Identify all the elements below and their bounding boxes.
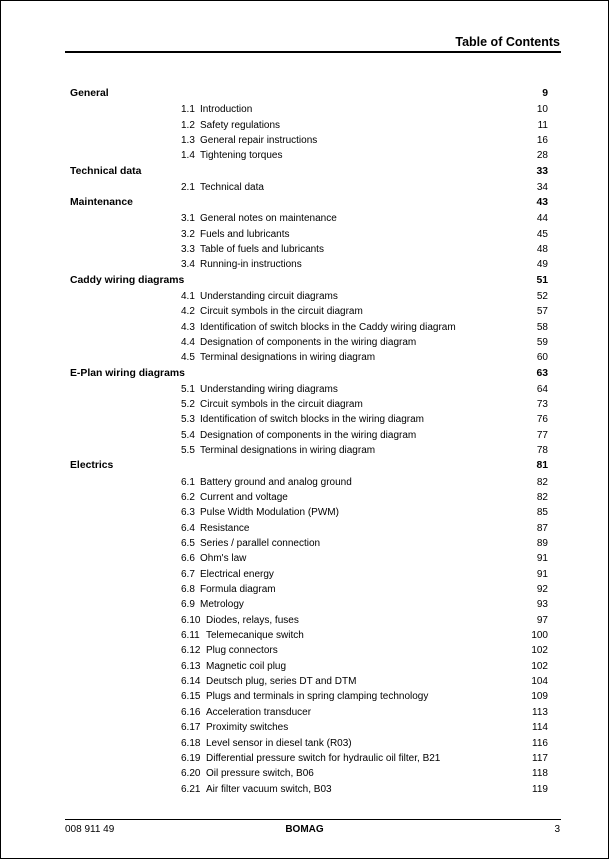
toc-section-row[interactable] — [1, 552, 610, 567]
toc-section-row[interactable] — [1, 444, 610, 459]
toc-section-page: 93 — [536, 599, 548, 611]
toc-section-number: 1.4 — [181, 150, 195, 162]
toc-section-page: 87 — [536, 522, 548, 534]
toc-section-row[interactable] — [1, 583, 610, 598]
toc-section-page: 10 — [536, 104, 548, 116]
toc-section-number: 6.1 — [181, 476, 195, 488]
toc-section-title: Terminal designations in wiring diagram — [200, 352, 376, 364]
toc-section-page: 34 — [536, 181, 548, 193]
toc-section-number: 1.3 — [181, 134, 195, 146]
toc-section-row[interactable] — [1, 383, 610, 398]
toc-section-page: 89 — [536, 538, 548, 550]
toc-chapter-row[interactable] — [1, 165, 610, 181]
toc-section-title: Level sensor in diesel tank (R03) — [206, 737, 352, 749]
toc-section-title: Current and voltage — [200, 492, 288, 503]
toc-section-number: 5.1 — [181, 383, 195, 395]
table-of-contents — [1, 87, 610, 798]
toc-section-page: 76 — [536, 414, 548, 426]
toc-section-page: 73 — [536, 399, 548, 411]
toc-section-row[interactable] — [1, 752, 610, 767]
toc-section-title: Electrical energy — [200, 568, 274, 580]
footer-brand: BOMAG — [285, 824, 324, 835]
toc-section-page: 92 — [536, 584, 548, 596]
toc-section-number: 5.5 — [181, 445, 195, 457]
toc-section-number: 1.2 — [181, 119, 195, 131]
toc-section-title: Plug connectors — [206, 645, 278, 657]
toc-section-title: Terminal designations in wiring diagram — [200, 445, 376, 457]
toc-chapter-title: General — [70, 88, 109, 99]
toc-section-page: 44 — [536, 213, 548, 225]
toc-section-page: 91 — [536, 568, 548, 580]
toc-section-number: 6.15 — [181, 691, 201, 703]
toc-section-row[interactable] — [1, 660, 610, 675]
toc-section-title: Metrology — [200, 599, 244, 611]
toc-section-number: 3.1 — [181, 213, 195, 225]
toc-section-title: Technical data — [200, 181, 264, 193]
toc-section-page: 117 — [532, 752, 548, 764]
toc-section-number: 6.18 — [181, 737, 201, 749]
toc-section-page: 109 — [531, 691, 548, 703]
toc-section-row[interactable] — [1, 351, 610, 366]
toc-section-row[interactable] — [1, 413, 610, 428]
toc-section-number: 4.5 — [181, 352, 195, 364]
toc-section-page: 82 — [536, 476, 548, 488]
toc-section-number: 6.16 — [181, 706, 201, 718]
toc-section-row[interactable] — [1, 290, 610, 305]
toc-section-title: Acceleration transducer — [206, 706, 312, 718]
toc-chapter-page: 43 — [536, 197, 548, 209]
toc-section-row[interactable] — [1, 429, 610, 444]
toc-section-page: 85 — [536, 507, 548, 519]
toc-section-row[interactable] — [1, 737, 610, 752]
toc-section-row[interactable] — [1, 181, 610, 196]
toc-section-row[interactable] — [1, 767, 610, 782]
toc-section-row[interactable] — [1, 706, 610, 721]
toc-section-number: 6.17 — [181, 722, 201, 734]
toc-section-number: 5.3 — [181, 414, 195, 426]
toc-section-title: Diodes, relays, fuses — [206, 614, 299, 626]
page-header-title: Table of Contents — [455, 35, 560, 49]
toc-section-page: 118 — [532, 768, 548, 780]
toc-section-number: 6.14 — [181, 676, 201, 688]
toc-section-row[interactable] — [1, 522, 610, 537]
toc-section-page: 119 — [532, 783, 548, 795]
toc-section-number: 4.2 — [181, 306, 195, 318]
toc-section-number: 6.19 — [181, 752, 201, 764]
toc-section-title: Circuit symbols in the circuit diagram — [200, 306, 363, 318]
toc-section-title: Designation of components in the wiring diagram — [200, 429, 417, 441]
toc-section-title: Identification of switch blocks in the Caddy wiring diagram — [200, 321, 456, 333]
toc-section-page: 114 — [532, 722, 548, 734]
toc-section-row[interactable] — [1, 629, 610, 644]
toc-chapter-title: E-Plan wiring diagrams — [70, 367, 185, 379]
toc-section-page: 48 — [536, 243, 548, 255]
toc-section-page: 116 — [532, 737, 548, 749]
toc-section-page: 77 — [536, 429, 548, 441]
toc-section-row[interactable] — [1, 258, 610, 273]
toc-section-title: Formula diagram — [200, 584, 276, 596]
toc-section-title: Introduction — [200, 104, 253, 116]
toc-section-title: Designation of components in the wiring diagram — [200, 336, 417, 348]
toc-chapter-title: Caddy wiring diagrams — [70, 274, 185, 286]
toc-section-row[interactable] — [1, 119, 610, 134]
toc-section-row[interactable] — [1, 321, 610, 336]
header-divider — [65, 51, 561, 53]
toc-chapter-title: Electrics — [70, 460, 114, 472]
toc-section-number: 6.9 — [181, 599, 195, 611]
toc-section-row[interactable] — [1, 243, 610, 258]
toc-section-row[interactable] — [1, 721, 610, 736]
toc-section-page: 100 — [531, 630, 548, 642]
toc-chapter-page: 81 — [536, 460, 548, 472]
toc-chapter-row[interactable] — [1, 274, 610, 290]
toc-section-number: 2.1 — [181, 181, 195, 193]
toc-section-title: Understanding wiring diagrams — [200, 383, 338, 395]
footer-divider — [65, 819, 561, 820]
toc-section-row[interactable] — [1, 228, 610, 243]
toc-section-page: 59 — [536, 336, 548, 348]
toc-chapter-row[interactable] — [1, 196, 610, 212]
toc-section-page: 104 — [531, 676, 548, 688]
toc-section-row[interactable] — [1, 103, 610, 118]
toc-section-title: Air filter vacuum switch, B03 — [206, 783, 332, 795]
toc-section-number: 5.4 — [181, 429, 195, 441]
toc-section-number: 6.5 — [181, 538, 195, 550]
toc-section-title: Pulse Width Modulation (PWM) — [200, 507, 339, 519]
toc-section-number: 4.1 — [181, 290, 195, 302]
toc-section-number: 3.3 — [181, 243, 195, 255]
toc-chapter-row[interactable] — [1, 367, 610, 383]
toc-section-title: Table of fuels and lubricants — [200, 243, 324, 255]
toc-section-row[interactable] — [1, 537, 610, 552]
toc-section-row[interactable] — [1, 675, 610, 690]
toc-section-title: Ohm's law — [200, 553, 247, 565]
toc-section-row[interactable] — [1, 476, 610, 491]
toc-section-row[interactable] — [1, 491, 610, 506]
toc-chapter-title: Technical data — [70, 165, 142, 177]
toc-section-page: 102 — [531, 645, 548, 657]
toc-section-title: Resistance — [200, 522, 250, 534]
toc-chapter-title: Maintenance — [70, 197, 133, 209]
toc-section-number: 4.3 — [181, 321, 195, 333]
toc-section-number: 6.4 — [181, 522, 195, 534]
toc-section-number: 6.2 — [181, 492, 195, 503]
toc-section-title: Proximity switches — [206, 722, 289, 734]
toc-section-number: 6.3 — [181, 507, 195, 519]
toc-section-row[interactable] — [1, 568, 610, 583]
toc-section-title: Plugs and terminals in spring clamping technology — [206, 691, 429, 703]
toc-section-page: 28 — [536, 150, 548, 162]
toc-section-number: 1.1 — [181, 104, 195, 116]
toc-section-title: Oil pressure switch, B06 — [206, 768, 314, 780]
toc-section-page: 82 — [536, 492, 548, 503]
toc-section-title: Tightening torques — [200, 150, 283, 162]
toc-section-page: 45 — [536, 228, 548, 240]
toc-section-number: 6.13 — [181, 660, 201, 672]
toc-section-title: Running-in instructions — [200, 259, 302, 271]
toc-chapter-row[interactable] — [1, 87, 610, 103]
toc-section-row[interactable] — [1, 506, 610, 521]
toc-section-page: 57 — [536, 306, 548, 318]
toc-section-row[interactable] — [1, 598, 610, 613]
toc-section-number: 5.2 — [181, 399, 195, 411]
toc-section-row[interactable] — [1, 690, 610, 705]
footer-page-number: 3 — [554, 824, 560, 835]
toc-section-row[interactable] — [1, 134, 610, 149]
toc-section-title: Safety regulations — [200, 119, 281, 131]
toc-section-number: 6.20 — [181, 768, 201, 780]
toc-chapter-row[interactable] — [1, 459, 610, 475]
toc-section-page: 11 — [537, 119, 548, 131]
toc-section-page: 97 — [536, 614, 548, 626]
toc-section-number: 6.21 — [181, 783, 201, 795]
toc-section-title: Deutsch plug, series DT and DTM — [206, 676, 357, 688]
toc-section-page: 91 — [536, 553, 548, 565]
toc-chapter-page: 63 — [536, 367, 548, 379]
toc-chapter-page: 9 — [542, 88, 548, 99]
toc-section-number: 6.8 — [181, 584, 195, 596]
toc-section-page: 49 — [536, 259, 548, 271]
toc-chapter-page: 33 — [536, 165, 548, 177]
toc-section-number: 3.2 — [181, 228, 195, 240]
toc-section-title: Differential pressure switch for hydraulic oil filter, B21 — [206, 752, 441, 764]
footer-doc-number: 008 911 49 — [65, 824, 115, 835]
toc-section-page: 60 — [536, 352, 548, 364]
toc-section-row[interactable] — [1, 149, 610, 164]
toc-section-title: Circuit symbols in the circuit diagram — [200, 399, 363, 411]
toc-section-title: Magnetic coil plug — [206, 660, 287, 672]
toc-section-row[interactable] — [1, 398, 610, 413]
toc-chapter-page: 51 — [536, 274, 548, 286]
toc-section-title: Battery ground and analog ground — [200, 476, 352, 488]
toc-section-title: General repair instructions — [200, 134, 318, 146]
toc-section-row[interactable] — [1, 783, 610, 798]
toc-section-page: 16 — [536, 134, 548, 146]
toc-section-page: 102 — [531, 660, 548, 672]
toc-section-title: Series / parallel connection — [200, 538, 321, 550]
toc-section-page: 58 — [536, 321, 548, 333]
toc-section-number: 4.4 — [181, 336, 195, 348]
toc-section-row[interactable] — [1, 212, 610, 227]
toc-section-number: 6.12 — [181, 645, 201, 657]
toc-section-page: 78 — [536, 445, 548, 457]
toc-section-page: 64 — [536, 383, 548, 395]
toc-section-title: Identification of switch blocks in the wiring diagram — [200, 414, 424, 426]
toc-section-title: General notes on maintenance — [200, 213, 337, 225]
toc-section-row[interactable] — [1, 305, 610, 320]
toc-section-title: Understanding circuit diagrams — [200, 290, 338, 302]
toc-section-number: 6.6 — [181, 553, 195, 565]
toc-section-row[interactable] — [1, 336, 610, 351]
toc-section-number: 3.4 — [181, 259, 195, 271]
toc-section-number: 6.10 — [181, 614, 201, 626]
toc-section-page: 113 — [532, 706, 548, 718]
toc-section-row[interactable] — [1, 614, 610, 629]
toc-section-title: Fuels and lubricants — [200, 228, 290, 240]
toc-section-row[interactable] — [1, 644, 610, 659]
toc-section-title: Telemecanique switch — [206, 630, 304, 642]
toc-section-number: 6.7 — [181, 568, 195, 580]
toc-section-number: 6.11 — [181, 630, 200, 642]
toc-section-page: 52 — [536, 290, 548, 302]
